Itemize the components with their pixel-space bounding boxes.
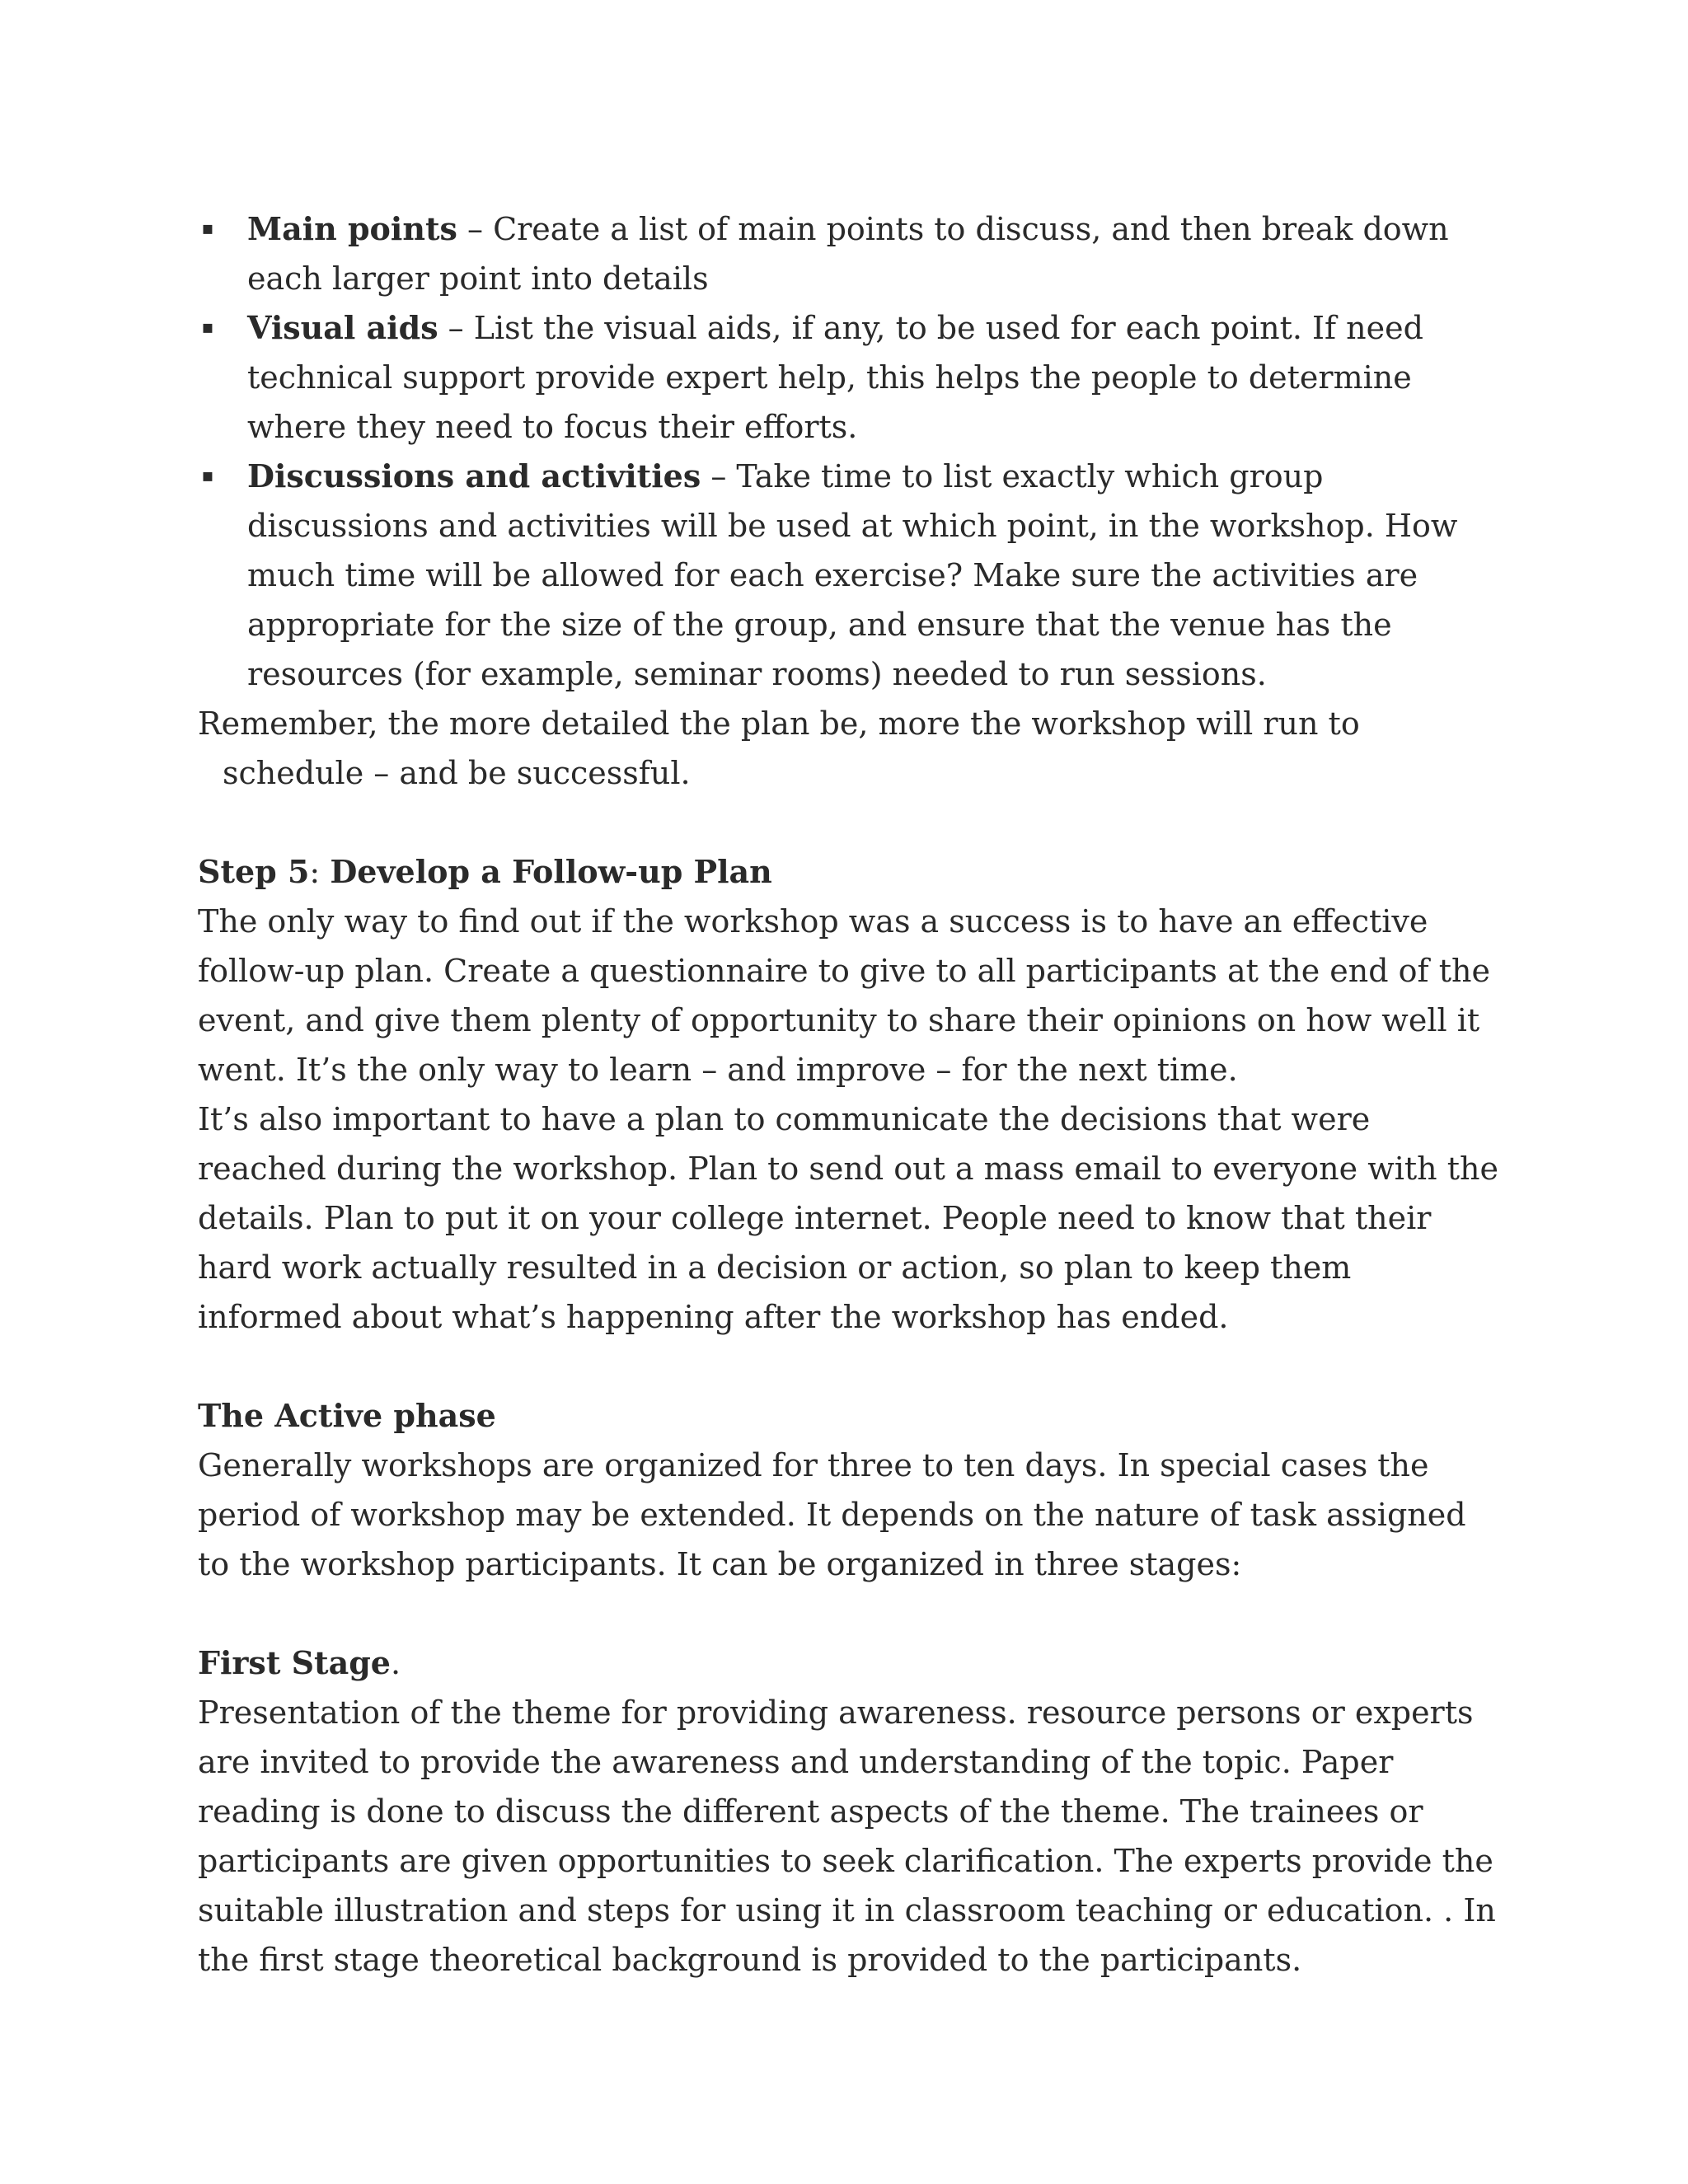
bullet-term: Discussions and activities	[247, 457, 701, 494]
square-bullet-icon: ▪	[201, 466, 214, 486]
bullet-term: Visual aids	[247, 309, 438, 346]
document-body	[198, 204, 1500, 1985]
first-stage-paragraph: Presentation of the theme for providing awareness. resource persons or experts are invited to provide the awareness and understanding of the topic. Paper reading is done to discuss the different aspects of the theme. The trainees or participants are given opportunities to seek clarification. The experts provide the suitable illustration and steps for using it in classroom teaching or education. . In the first stage theoretical background is provided to the participants.	[198, 1694, 1496, 1978]
bullet-list	[198, 204, 1500, 699]
step5-label: Step 5	[198, 853, 310, 890]
remember-line-1: Remember, the more detailed the plan be, more the workshop will run to	[198, 705, 1360, 742]
bullet-text: – Create a list of main points to discuss, and then break down each larger point into details	[247, 211, 1449, 297]
list-item	[198, 452, 1500, 699]
square-bullet-icon: ▪	[201, 317, 214, 338]
first-stage-title: First Stage	[198, 1644, 391, 1681]
active-phase-paragraph: Generally workshops are organized for three to ten days. In special cases the period of workshop may be extended. It depends on the nature of task assigned to the workshop participants. It can be organized in three stages:	[198, 1447, 1466, 1582]
first-stage-heading	[198, 1638, 1500, 1688]
first-stage-period: .	[390, 1645, 401, 1681]
list-item	[198, 303, 1500, 452]
square-bullet-icon: ▪	[201, 218, 214, 239]
spacer	[198, 1342, 1500, 1391]
spacer	[198, 1589, 1500, 1638]
list-item	[198, 204, 1500, 303]
step5-title: Develop a Follow-up Plan	[330, 853, 772, 890]
step5-paragraph-2: It’s also important to have a plan to communicate the decisions that were reached during the workshop. Plan to send out a mass email to everyone with the details. Plan to put it on your college internet. People need to know that their hard work actually resulted in a decision or action, so plan to keep them informed about what’s happening after the workshop has ended.	[198, 1101, 1498, 1335]
bullet-text: – Take time to list exactly which group discussions and activities will be used at which point, in the workshop. How much time will be allowed for each exercise? Make sure the activities are appropriate for the size of the group, and ensure that the venue has the resources (for example, seminar rooms) needed to run sessions.	[247, 458, 1458, 692]
step5-colon: :	[309, 854, 331, 890]
step5-paragraph-1: The only way to find out if the workshop was a success is to have an effective follow-up plan. Create a questionnaire to give to all participants at the end of the event, and give them plenty of opportunity to share their opinions on how well it went. It’s the only way to learn – and improve – for the next time.	[198, 903, 1490, 1088]
remember-line-2: schedule – and be successful.	[223, 755, 691, 791]
active-phase-heading: The Active phase	[198, 1397, 496, 1434]
spacer	[198, 798, 1500, 847]
bullet-text: – List the visual aids, if any, to be used for each point. If need technical support provide expert help, this helps the people to determine where they need to focus their efforts.	[247, 310, 1423, 445]
bullet-term: Main points	[247, 210, 457, 247]
step5-heading	[198, 847, 1500, 897]
